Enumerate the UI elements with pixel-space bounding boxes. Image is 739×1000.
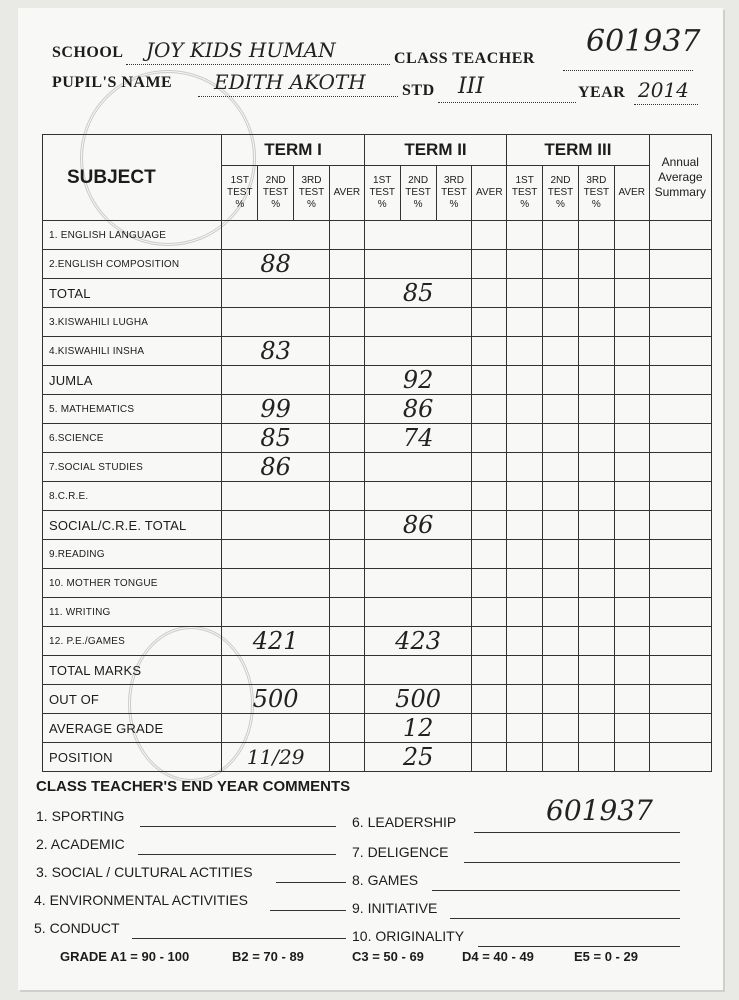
annual-summary-cell <box>649 453 711 482</box>
term1-mark <box>222 598 330 627</box>
term3-cell <box>543 685 579 714</box>
term3-header: TERM III <box>507 135 649 166</box>
t2-test1-header: 1ST TEST % <box>364 166 400 221</box>
term3-cell <box>614 337 649 366</box>
t3-test1-header: 1ST TEST % <box>507 166 543 221</box>
term3-cell <box>578 366 614 395</box>
term3-cell <box>507 250 543 279</box>
term1-mark: 421 <box>222 627 330 656</box>
subject-row <box>43 395 712 424</box>
t1-test1-header: 1ST TEST % <box>222 166 258 221</box>
comments-title: CLASS TEACHER'S END YEAR COMMENTS <box>36 778 351 795</box>
term3-cell <box>543 395 579 424</box>
term1-mark <box>222 569 330 598</box>
comment-initiative-line <box>450 918 680 919</box>
term3-cell <box>578 337 614 366</box>
subject-row <box>43 337 712 366</box>
term3-cell <box>614 453 649 482</box>
subject-row <box>43 569 712 598</box>
term3-cell <box>543 627 579 656</box>
term2-aver-cell <box>472 337 507 366</box>
term3-cell <box>614 279 649 308</box>
subject-label: OUT OF <box>43 685 222 714</box>
term1-mark <box>222 308 330 337</box>
term1-aver-cell <box>329 221 364 250</box>
term1-mark <box>222 366 330 395</box>
subject-label: 8.C.R.E. <box>43 482 222 511</box>
term2-aver-cell <box>472 424 507 453</box>
term2-aver-cell <box>472 540 507 569</box>
comment-deligence: 7. DELIGENCE <box>352 844 449 860</box>
term2-aver-cell <box>472 250 507 279</box>
school-value: JOY KIDS HUMAN <box>146 38 336 62</box>
subject-label: 11. WRITING <box>43 598 222 627</box>
pupil-name-underline <box>198 96 398 97</box>
term3-cell <box>507 569 543 598</box>
term1-mark: 500 <box>222 685 330 714</box>
annual-summary-cell <box>649 627 711 656</box>
term3-cell <box>543 337 579 366</box>
marks-table <box>42 134 712 772</box>
annual-summary-cell <box>649 714 711 743</box>
term3-cell <box>578 627 614 656</box>
annual-summary-cell <box>649 279 711 308</box>
term1-mark <box>222 221 330 250</box>
term2-mark: 92 <box>364 366 472 395</box>
term2-mark <box>364 540 472 569</box>
term3-cell <box>614 569 649 598</box>
std-underline <box>438 102 576 103</box>
term3-cell <box>543 569 579 598</box>
term3-cell <box>507 482 543 511</box>
term3-cell <box>543 482 579 511</box>
term2-mark: 25 <box>364 743 472 772</box>
term3-cell <box>507 308 543 337</box>
subject-label: 12. P.E./GAMES <box>43 627 222 656</box>
subject-label: 9.READING <box>43 540 222 569</box>
term1-aver-cell <box>329 250 364 279</box>
subject-label: 2.ENGLISH COMPOSITION <box>43 250 222 279</box>
term3-cell <box>578 250 614 279</box>
comment-sporting: 1. SPORTING <box>36 808 125 824</box>
id-number-bottom: 601937 <box>546 794 653 827</box>
term3-cell <box>507 540 543 569</box>
subject-row <box>43 540 712 569</box>
term1-aver-cell <box>329 337 364 366</box>
term1-aver-cell <box>329 395 364 424</box>
term2-mark <box>364 598 472 627</box>
year-label: YEAR <box>578 84 626 101</box>
subject-row <box>43 714 712 743</box>
term3-cell <box>543 511 579 540</box>
subject-label: SOCIAL/C.R.E. TOTAL <box>43 511 222 540</box>
term3-cell <box>578 743 614 772</box>
term2-aver-cell <box>472 743 507 772</box>
term3-cell <box>507 743 543 772</box>
t2-test3-header: 3RD TEST % <box>436 166 472 221</box>
term2-aver-cell <box>472 366 507 395</box>
term2-mark <box>364 221 472 250</box>
term1-mark: 88 <box>222 250 330 279</box>
term3-cell <box>543 250 579 279</box>
term3-cell <box>578 511 614 540</box>
term2-aver-cell <box>472 598 507 627</box>
term2-aver-cell <box>472 511 507 540</box>
t3-test3-header: 3RD TEST % <box>578 166 614 221</box>
subject-label: TOTAL MARKS <box>43 656 222 685</box>
t3-aver-header: AVER <box>614 166 649 221</box>
term1-aver-cell <box>329 279 364 308</box>
comment-academic-line <box>138 854 336 855</box>
term1-aver-cell <box>329 598 364 627</box>
term3-cell <box>614 685 649 714</box>
subject-label: 6.SCIENCE <box>43 424 222 453</box>
term2-mark <box>364 250 472 279</box>
annual-summary-cell <box>649 424 711 453</box>
subject-row <box>43 656 712 685</box>
term2-aver-cell <box>472 627 507 656</box>
term3-cell <box>543 366 579 395</box>
term3-cell <box>507 453 543 482</box>
term1-aver-cell <box>329 453 364 482</box>
term3-cell <box>578 424 614 453</box>
term2-aver-cell <box>472 453 507 482</box>
annual-summary-cell <box>649 511 711 540</box>
term3-cell <box>578 656 614 685</box>
term2-aver-cell <box>472 685 507 714</box>
term3-cell <box>507 337 543 366</box>
term3-cell <box>507 627 543 656</box>
subject-label: 5. MATHEMATICS <box>43 395 222 424</box>
class-teacher-underline <box>563 70 693 71</box>
term1-aver-cell <box>329 714 364 743</box>
term3-cell <box>507 424 543 453</box>
term2-mark: 86 <box>364 395 472 424</box>
annual-summary-cell <box>649 395 711 424</box>
term3-cell <box>578 308 614 337</box>
term3-cell <box>543 714 579 743</box>
subject-row <box>43 250 712 279</box>
subject-row <box>43 743 712 772</box>
term3-cell <box>614 743 649 772</box>
school-underline <box>126 64 390 65</box>
t2-test2-header: 2ND TEST % <box>400 166 436 221</box>
subject-row <box>43 627 712 656</box>
school-label: SCHOOL <box>52 44 124 61</box>
std-value: III <box>458 74 485 99</box>
term3-cell <box>614 308 649 337</box>
term1-mark <box>222 279 330 308</box>
term3-cell <box>578 598 614 627</box>
subject-row <box>43 598 712 627</box>
subject-label: JUMLA <box>43 366 222 395</box>
term1-aver-cell <box>329 482 364 511</box>
term1-mark <box>222 714 330 743</box>
class-teacher-label: CLASS TEACHER <box>394 50 535 67</box>
term3-cell <box>543 424 579 453</box>
comment-originality: 10. ORIGINALITY <box>352 928 465 944</box>
term3-cell <box>578 569 614 598</box>
subject-row <box>43 424 712 453</box>
t3-test2-header: 2ND TEST % <box>543 166 579 221</box>
grade-e5: E5 = 0 - 29 <box>574 949 638 964</box>
term1-mark: 85 <box>222 424 330 453</box>
term3-cell <box>543 656 579 685</box>
term3-cell <box>614 424 649 453</box>
term1-mark <box>222 511 330 540</box>
report-card-sheet <box>18 8 723 990</box>
term2-aver-cell <box>472 279 507 308</box>
term3-cell <box>614 511 649 540</box>
term3-cell <box>578 482 614 511</box>
subject-row <box>43 482 712 511</box>
term3-cell <box>578 221 614 250</box>
grade-b2: B2 = 70 - 89 <box>232 949 304 964</box>
grade-a1: GRADE A1 = 90 - 100 <box>60 949 190 964</box>
term3-cell <box>614 395 649 424</box>
term1-aver-cell <box>329 656 364 685</box>
comment-conduct: 5. CONDUCT <box>34 920 120 936</box>
term1-aver-cell <box>329 627 364 656</box>
pupil-name-value: EDITH AKOTH <box>214 70 366 94</box>
term3-cell <box>614 598 649 627</box>
term3-cell <box>578 714 614 743</box>
term1-aver-cell <box>329 685 364 714</box>
annual-summary-cell <box>649 685 711 714</box>
grade-d4: D4 = 40 - 49 <box>462 949 534 964</box>
term2-mark: 86 <box>364 511 472 540</box>
comment-initiative: 9. INITIATIVE <box>352 900 438 916</box>
annual-summary-cell <box>649 656 711 685</box>
term3-cell <box>507 366 543 395</box>
id-number-top: 601937 <box>586 24 701 59</box>
annual-summary-cell <box>649 221 711 250</box>
pupil-name-label: PUPIL'S NAME <box>52 74 173 91</box>
term1-aver-cell <box>329 511 364 540</box>
term3-cell <box>507 714 543 743</box>
annual-summary-cell <box>649 337 711 366</box>
grade-c3: C3 = 50 - 69 <box>352 949 424 964</box>
subject-row <box>43 366 712 395</box>
term3-cell <box>614 250 649 279</box>
term3-cell <box>507 685 543 714</box>
subject-row <box>43 453 712 482</box>
comment-deligence-line <box>464 862 680 863</box>
term2-aver-cell <box>472 656 507 685</box>
annual-summary-cell <box>649 308 711 337</box>
comment-environmental: 4. ENVIRONMENTAL ACTIVITIES <box>34 892 248 908</box>
term3-cell <box>543 540 579 569</box>
std-label: STD <box>402 82 435 99</box>
annual-summary-cell <box>649 743 711 772</box>
annual-summary-cell <box>649 598 711 627</box>
subject-row <box>43 308 712 337</box>
term3-cell <box>543 279 579 308</box>
year-value: 2014 <box>638 78 689 102</box>
term3-cell <box>543 598 579 627</box>
term1-mark <box>222 656 330 685</box>
annual-summary-cell <box>649 569 711 598</box>
term3-cell <box>578 453 614 482</box>
term2-aver-cell <box>472 569 507 598</box>
term3-cell <box>614 221 649 250</box>
t1-aver-header: AVER <box>329 166 364 221</box>
subject-row <box>43 685 712 714</box>
term3-cell <box>614 656 649 685</box>
term3-cell <box>507 598 543 627</box>
term3-cell <box>507 221 543 250</box>
subject-header: SUBJECT <box>43 135 222 221</box>
comment-conduct-line <box>132 938 346 939</box>
term2-mark: 423 <box>364 627 472 656</box>
subject-label: 3.KISWAHILI LUGHA <box>43 308 222 337</box>
term2-mark <box>364 569 472 598</box>
term3-cell <box>578 540 614 569</box>
term1-aver-cell <box>329 308 364 337</box>
term3-cell <box>578 395 614 424</box>
term3-cell <box>614 366 649 395</box>
term2-header: TERM II <box>364 135 506 166</box>
subject-label: AVERAGE GRADE <box>43 714 222 743</box>
term1-mark: 86 <box>222 453 330 482</box>
term1-aver-cell <box>329 569 364 598</box>
term3-cell <box>543 453 579 482</box>
term1-mark <box>222 482 330 511</box>
term1-aver-cell <box>329 540 364 569</box>
subject-label: 1. ENGLISH LANGUAGE <box>43 221 222 250</box>
annual-summary-cell <box>649 482 711 511</box>
comment-sporting-line <box>140 826 336 827</box>
term3-cell <box>543 308 579 337</box>
annual-summary-header: Annual Average Summary <box>649 135 711 221</box>
term2-aver-cell <box>472 221 507 250</box>
term2-mark <box>364 308 472 337</box>
term2-mark <box>364 482 472 511</box>
annual-summary-cell <box>649 250 711 279</box>
t1-test3-header: 3RD TEST % <box>294 166 330 221</box>
term2-mark <box>364 656 472 685</box>
term2-aver-cell <box>472 482 507 511</box>
term3-cell <box>543 221 579 250</box>
term1-aver-cell <box>329 366 364 395</box>
term3-cell <box>507 511 543 540</box>
term3-cell <box>614 627 649 656</box>
subject-label: TOTAL <box>43 279 222 308</box>
term1-aver-cell <box>329 424 364 453</box>
annual-summary-cell <box>649 540 711 569</box>
subject-label: 10. MOTHER TONGUE <box>43 569 222 598</box>
t2-aver-header: AVER <box>472 166 507 221</box>
comment-originality-line <box>478 946 680 947</box>
term2-aver-cell <box>472 714 507 743</box>
year-underline <box>634 104 698 105</box>
term3-cell <box>614 482 649 511</box>
term2-aver-cell <box>472 308 507 337</box>
term3-cell <box>507 395 543 424</box>
t1-test2-header: 2ND TEST % <box>258 166 294 221</box>
subject-label: 7.SOCIAL STUDIES <box>43 453 222 482</box>
term3-cell <box>507 656 543 685</box>
annual-summary-cell <box>649 366 711 395</box>
term2-mark: 500 <box>364 685 472 714</box>
comment-games: 8. GAMES <box>352 872 419 888</box>
comment-academic: 2. ACADEMIC <box>36 836 125 852</box>
term3-cell <box>578 685 614 714</box>
term2-mark: 74 <box>364 424 472 453</box>
term2-mark: 85 <box>364 279 472 308</box>
term3-cell <box>543 743 579 772</box>
term3-cell <box>614 714 649 743</box>
comment-social: 3. SOCIAL / CULTURAL ACTITIES <box>36 864 253 880</box>
term2-mark <box>364 453 472 482</box>
subject-row <box>43 511 712 540</box>
comment-environmental-line <box>270 910 346 911</box>
term1-header: TERM I <box>222 135 364 166</box>
term1-mark: 11/29 <box>222 743 330 772</box>
term1-mark: 99 <box>222 395 330 424</box>
subject-label: 4.KISWAHILI INSHA <box>43 337 222 366</box>
term1-mark <box>222 540 330 569</box>
comment-leadership: 6. LEADERSHIP <box>352 814 457 830</box>
term2-mark <box>364 337 472 366</box>
subject-row <box>43 279 712 308</box>
subject-row <box>43 221 712 250</box>
term1-aver-cell <box>329 743 364 772</box>
term3-cell <box>614 540 649 569</box>
term3-cell <box>578 279 614 308</box>
comment-games-line <box>432 890 680 891</box>
term3-cell <box>507 279 543 308</box>
comment-social-line <box>276 882 346 883</box>
term1-mark: 83 <box>222 337 330 366</box>
subject-label: POSITION <box>43 743 222 772</box>
term2-aver-cell <box>472 395 507 424</box>
comment-leadership-line <box>474 832 680 833</box>
term2-mark: 12 <box>364 714 472 743</box>
